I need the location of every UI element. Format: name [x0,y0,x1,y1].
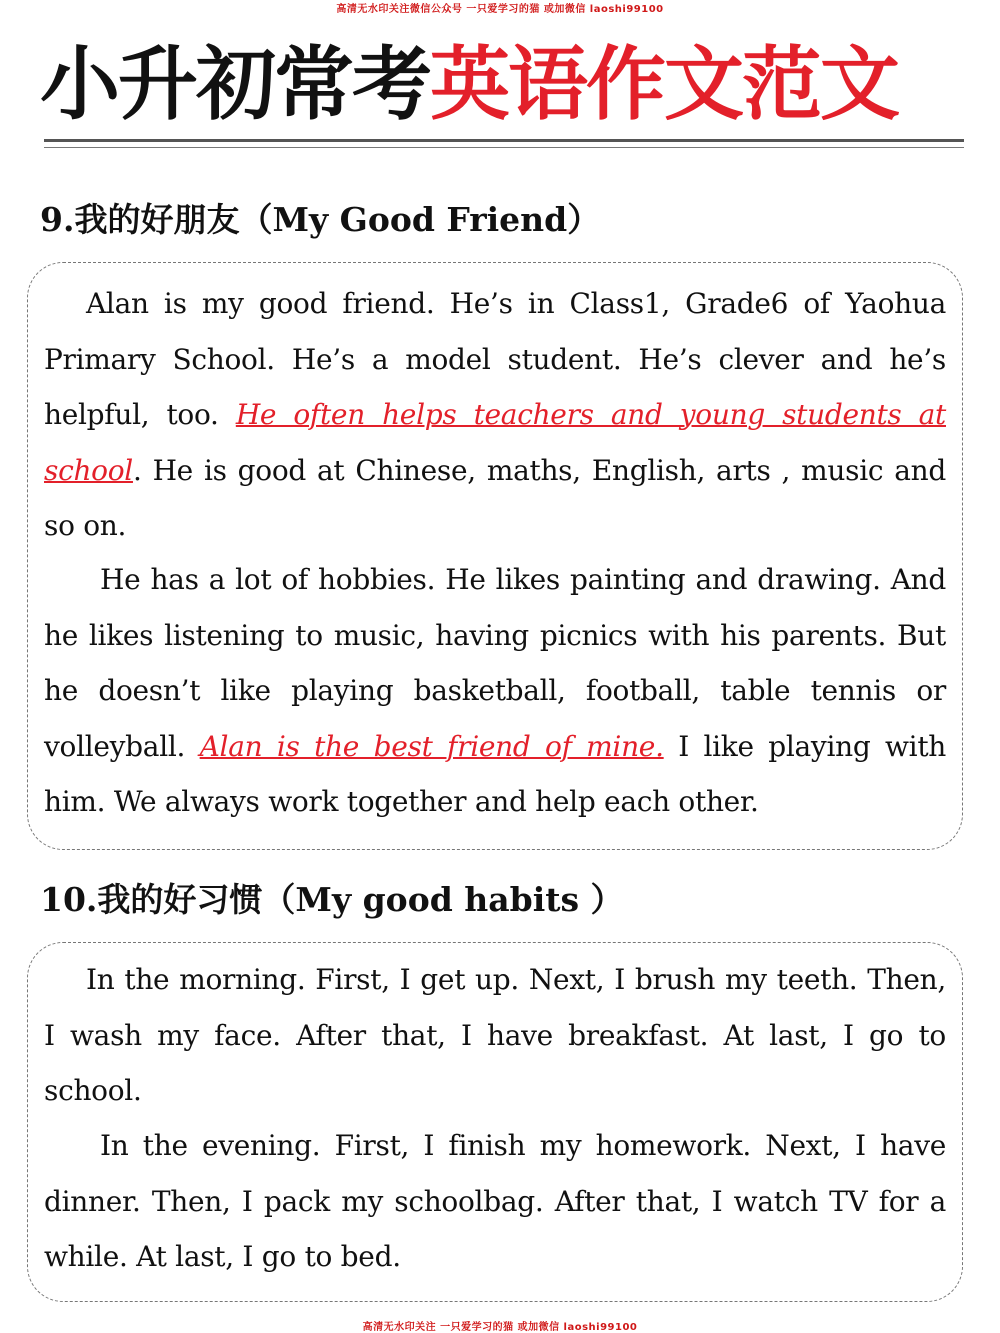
section-heading-good-friend: 9.我的好朋友（My Good Friend） [40,200,601,239]
page-title [40,34,970,134]
highlighted-sentence: He often helps teachers and young students at school [44,398,946,487]
section-heading-good-habits: 10.我的好习惯（My good habits ） [40,880,624,919]
essay-paragraph-4: In the evening. First, I finish my homework. Next, I have dinner. Then, I pack my schoolbag. After that, I watch TV for a while. At last, I go to bed. [44,1129,946,1274]
title-rule-thin [44,147,964,148]
essay-text: I like playing with him. We always work together and help each other. [44,729,947,819]
title-rule-thick [44,139,964,142]
essay-paragraph-1 [44,276,946,554]
bottom-watermark: 高清无水印关注 一只爱学习的猫 或加微信 laoshi99100 [362,1322,638,1333]
page-title-part-black: 小升初常考 [40,37,430,131]
essay-paragraph-2 [44,552,946,830]
essay-paragraph-3: In the morning. First, I get up. Next, I brush my teeth. Then, I wash my face. After that, I have breakfast. At last, I go to school. [44,963,946,1108]
essay-text: Alan is my good friend. He’s in Class1, Grade6 of Yaohua Primary School. He’s a model student. He’s clever and he’s helpful, too. [44,287,946,432]
top-watermark: 高清无水印关注微信公众号 一只爱学习的猫 或加微信 laoshi99100 [336,4,664,15]
highlighted-sentence: Alan is the best friend of mine. [199,729,664,763]
essay-text: . He is good at Chinese, maths, English, arts , music and so on. [44,453,946,543]
page-title-part-red: 英语作文范文 [430,37,898,131]
essay-text: He has a lot of hobbies. He likes painting and drawing. And he likes listening to music, having picnics with his parents. But he doesn’t like playing basketball, football, table tennis or volleyball. [44,563,946,763]
